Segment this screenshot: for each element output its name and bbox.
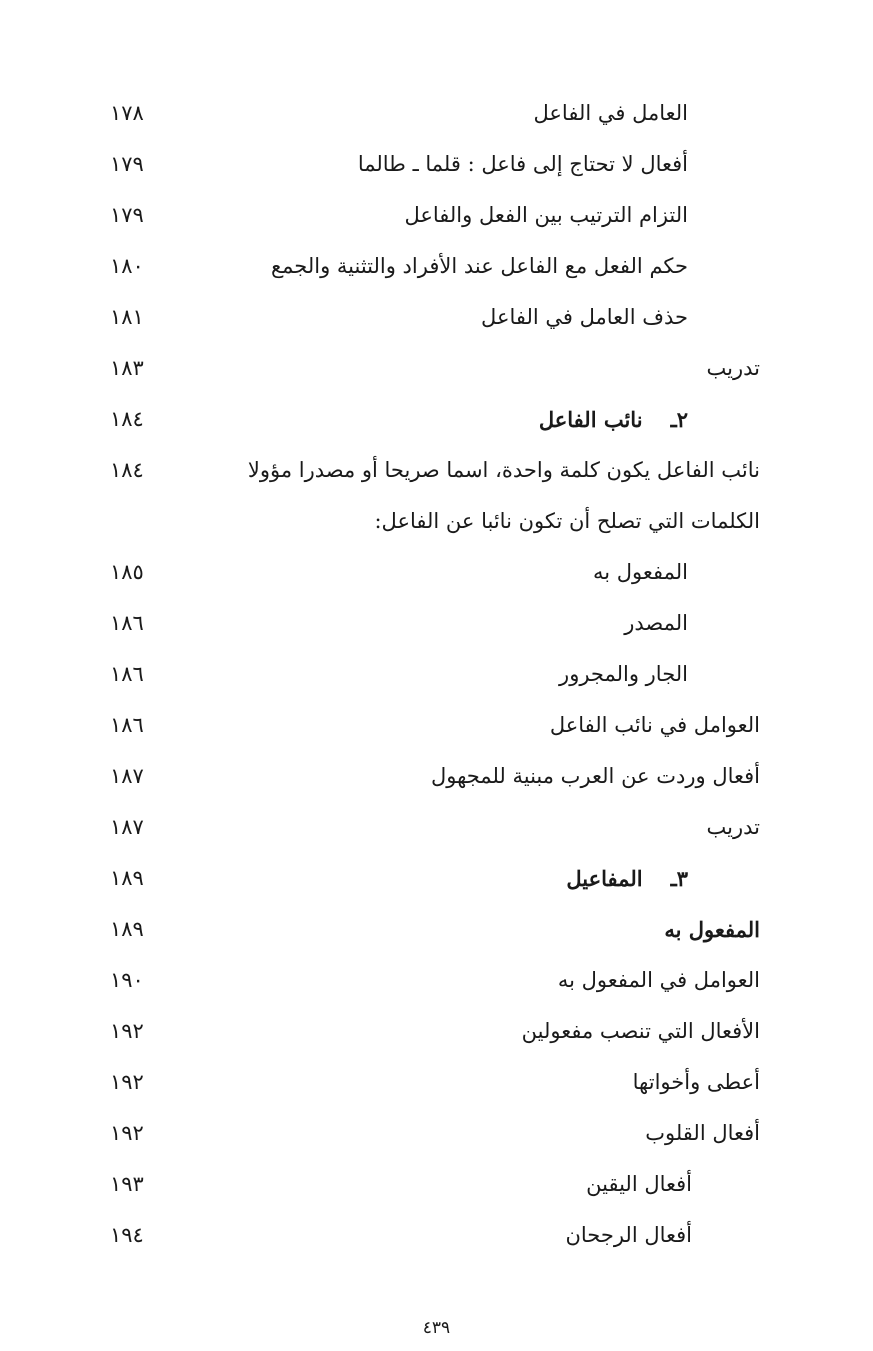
toc-entry xyxy=(110,190,760,241)
toc-entry xyxy=(110,241,760,292)
toc-entry-title: أعطى وأخواتها xyxy=(632,1070,760,1094)
toc-entry-title: الجار والمجرور xyxy=(559,662,688,686)
toc-entry-page: ١٨٤ xyxy=(110,458,144,482)
section-heading xyxy=(566,853,688,904)
toc-entry-page: ١٧٩ xyxy=(110,203,144,227)
table-of-contents xyxy=(110,88,760,1261)
toc-entry-title: المفعول به xyxy=(592,560,688,584)
toc-entry-title: حذف العامل في الفاعل xyxy=(481,305,688,329)
section-number: ٣ـ xyxy=(670,866,688,891)
toc-entry-title: التزام الترتيب بين الفعل والفاعل xyxy=(404,203,688,227)
toc-entry-title: المفعول به xyxy=(664,917,760,942)
toc-entry xyxy=(110,751,760,802)
section-number: ٢ـ xyxy=(670,407,688,432)
toc-section-heading xyxy=(110,853,760,904)
toc-entry xyxy=(110,598,760,649)
toc-entry-page: ١٧٨ xyxy=(110,101,144,125)
toc-entry-page: ١٨٦ xyxy=(110,662,144,686)
toc-entry-page: ١٩٤ xyxy=(110,1223,144,1247)
toc-entry-title: العوامل في المفعول به xyxy=(557,968,760,992)
toc-entry-page: ١٩٢ xyxy=(110,1019,144,1043)
toc-entry xyxy=(110,904,760,955)
toc-entry-title: المصدر xyxy=(624,611,688,635)
toc-entry-title: العوامل في نائب الفاعل xyxy=(549,713,760,737)
toc-entry-page: ١٧٩ xyxy=(110,152,144,176)
section-title: المفاعيل xyxy=(566,866,643,891)
toc-entry-page: ١٨٤ xyxy=(110,407,144,431)
toc-entry-title: العامل في الفاعل xyxy=(533,101,688,125)
toc-entry-title: تدريب xyxy=(706,356,760,380)
toc-entry-title: حكم الفعل مع الفاعل عند الأفراد والتثنية والجمع xyxy=(270,254,688,278)
toc-entry xyxy=(110,88,760,139)
toc-entry-page: ١٨٣ xyxy=(110,356,144,380)
toc-entry xyxy=(110,343,760,394)
toc-entry xyxy=(110,292,760,343)
toc-entry-title: أفعال اليقين xyxy=(586,1172,692,1196)
toc-entry xyxy=(110,1159,760,1210)
section-heading xyxy=(539,394,688,445)
toc-entry xyxy=(110,445,760,496)
toc-entry xyxy=(110,1057,760,1108)
toc-entry xyxy=(110,1006,760,1057)
toc-entry-page: ١٩٠ xyxy=(110,968,144,992)
toc-entry xyxy=(110,547,760,598)
toc-entry-title: تدريب xyxy=(706,815,760,839)
toc-entry-title: الكلمات التي تصلح أن تكون نائبا عن الفاعل: xyxy=(374,509,760,533)
toc-entry-page: ١٨١ xyxy=(110,305,144,329)
toc-entry-page: ١٨٦ xyxy=(110,611,144,635)
toc-entry xyxy=(110,700,760,751)
toc-entry-page: ١٨٧ xyxy=(110,815,144,839)
toc-section-heading xyxy=(110,394,760,445)
toc-entry xyxy=(110,955,760,1006)
toc-entry-page: ١٨٠ xyxy=(110,254,144,278)
toc-entry xyxy=(110,1210,760,1261)
toc-entry-title: الأفعال التي تنصب مفعولين xyxy=(521,1019,760,1043)
section-title: نائب الفاعل xyxy=(538,407,643,432)
toc-entry-page: ١٨٩ xyxy=(110,917,144,941)
page-number: ٤٣٩ xyxy=(422,1318,451,1338)
toc-entry xyxy=(110,802,760,853)
toc-entry-title: أفعال القلوب xyxy=(645,1121,760,1145)
toc-entry xyxy=(110,496,760,547)
toc-entry-page: ١٨٥ xyxy=(110,560,144,584)
toc-entry xyxy=(110,649,760,700)
toc-entry-page: ١٨٩ xyxy=(110,866,144,890)
toc-entry-title: أفعال الرجحان xyxy=(565,1223,692,1247)
toc-entry-page: ١٩٣ xyxy=(110,1172,144,1196)
toc-entry-title: أفعال وردت عن العرب مبنية للمجهول xyxy=(430,764,760,788)
toc-entry-title: أفعال لا تحتاج إلى فاعل : قلما ـ طالما xyxy=(357,152,688,176)
toc-entry-page: ١٨٦ xyxy=(110,713,144,737)
toc-entry xyxy=(110,1108,760,1159)
toc-entry-page: ١٩٢ xyxy=(110,1070,144,1094)
toc-entry-page: ١٩٢ xyxy=(110,1121,144,1145)
toc-entry-page: ١٨٧ xyxy=(110,764,144,788)
toc-entry xyxy=(110,139,760,190)
toc-entry-title: نائب الفاعل يكون كلمة واحدة، اسما صريحا أو مصدرا مؤولا xyxy=(247,458,760,482)
